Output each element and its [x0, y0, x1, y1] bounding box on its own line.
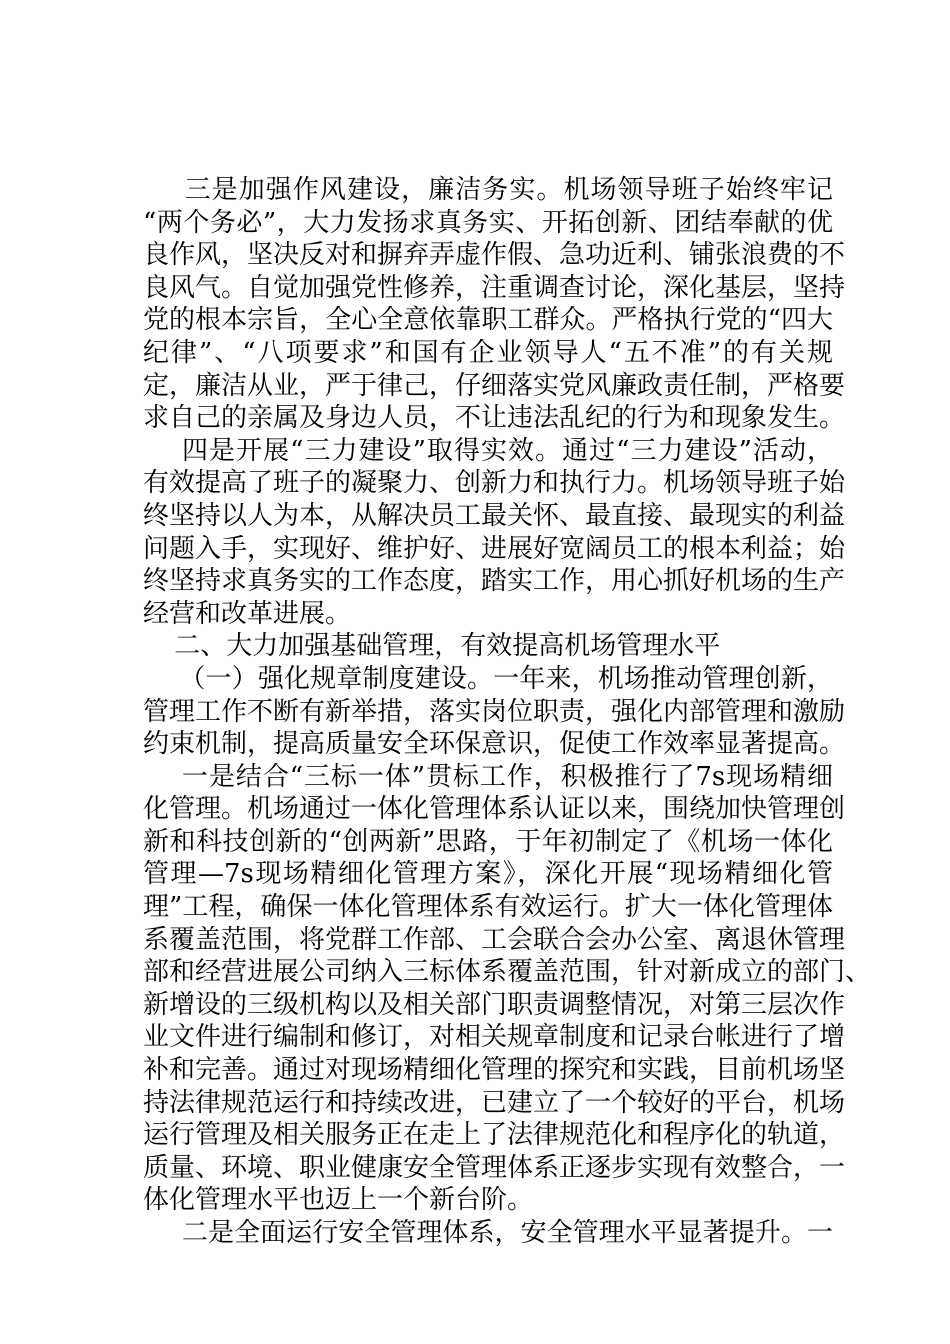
text-line: 终坚持求真务实的工作态度，踏实工作，用心抓好机场的生产	[143, 566, 846, 597]
text-line: 四是开展“三力建设”取得实效。通过“三力建设”活动，	[182, 435, 833, 466]
text-line: 系覆盖范围，将党群工作部、工会联合会办公室、离退休管理	[143, 924, 846, 955]
document-body	[143, 174, 872, 1250]
text-line: “两个务必”，大力发扬求真务实、开拓创新、团结奉献的优	[143, 207, 833, 238]
text-line: 终坚持以人为本，从解决员工最关怀、最直接、最现实的利益	[143, 500, 846, 531]
text-line: 党的根本宗旨，全心全意依靠职工群众。严格执行党的“四大	[143, 305, 833, 336]
text-line: 良风气。自觉加强党性修养，注重调查讨论，深化基层，坚持	[143, 272, 846, 303]
text-line: 有效提高了班子的凝聚力、创新力和执行力。机场领导班子始	[143, 468, 846, 499]
text-line: 二、大力加强基础管理，有效提高机场管理水平	[174, 631, 721, 662]
text-line: 管理—7s现场精细化管理方案》，深化开展“现场精细化管	[143, 859, 833, 890]
text-line: 持法律规范运行和持续改进，已建立了一个较好的平台，机场	[143, 1087, 846, 1118]
text-line: 化管理。机场通过一体化管理体系认证以来，围绕加快管理创	[143, 794, 846, 825]
text-line: 约束机制，提高质量安全环保意识，促使工作效率显著提高。	[143, 729, 846, 760]
text-line: 管理工作不断有新举措，落实岗位职责，强化内部管理和激励	[143, 696, 846, 727]
text-line: 问题入手，实现好、维护好、进展好宽阔员工的根本利益；始	[143, 533, 846, 564]
text-line: 一是结合“三标一体”贯标工作，积极推行了7s现场精细	[182, 761, 833, 792]
text-line: 业文件进行编制和修订，对相关规章制度和记录台帐进行了增	[143, 1022, 846, 1053]
text-line: 求自己的亲属及身边人员，不让违法乱纪的行为和现象发生。	[143, 403, 846, 434]
text-line: 新增设的三级机构以及相关部门职责调整情况，对第三层次作	[143, 989, 846, 1020]
text-line: 新和科技创新的“创两新”思路，于年初制定了《机场一体化	[143, 826, 833, 857]
text-line: 质量、环境、职业健康安全管理体系正逐步实现有效整合，一	[143, 1152, 846, 1183]
text-line: 定，廉洁从业，严于律己，仔细落实党风廉政责任制，严格要	[143, 370, 846, 401]
text-line: 体化管理水平也迈上一个新台阶。	[143, 1185, 534, 1216]
text-line: 补和完善。通过对现场精细化管理的探究和实践，目前机场坚	[143, 1055, 846, 1086]
text-line: 二是全面运行安全管理体系，安全管理水平显著提升。一	[182, 1218, 833, 1248]
text-line: 理”工程，确保一体化管理体系有效运行。扩大一体化管理体	[143, 892, 833, 923]
text-line: 纪律”、“八项要求”和国有企业领导人“五不准”的有关规	[143, 337, 833, 368]
text-line: （一）强化规章制度建设。一年来，机场推动管理创新，	[179, 663, 833, 694]
text-line: 经营和改革进展。	[143, 598, 352, 629]
text-line: 部和经营进展公司纳入三标体系覆盖范围，针对新成立的部门、	[143, 957, 872, 988]
text-line: 三是加强作风建设，廉洁务实。机场领导班子始终牢记	[184, 175, 833, 205]
text-line: 运行管理及相关服务正在走上了法律规范化和程序化的轨道，	[143, 1120, 846, 1151]
text-line: 良作风，坚决反对和摒弃弄虚作假、急功近利、铺张浪费的不	[143, 240, 846, 271]
